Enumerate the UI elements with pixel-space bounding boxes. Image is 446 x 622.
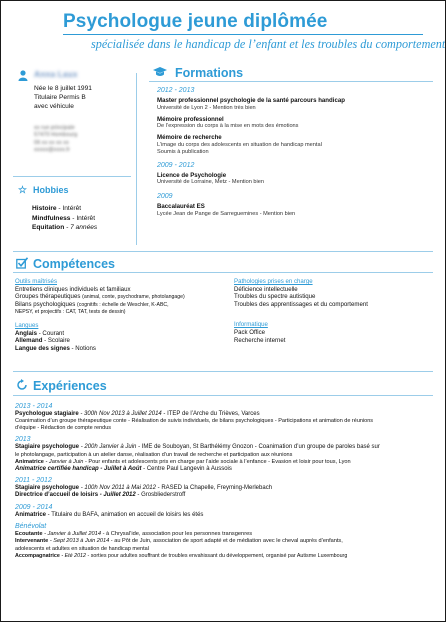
formation-detail: De l’expression du corps à la mise en mots des émotions — [157, 123, 299, 130]
formation-detail: Université de Lyon 2 - Mention très bien — [157, 104, 256, 111]
experience-desc: le photolangage, participation à un atelier danse, réalisation d’un travail de recherche et participation aux réunions — [15, 451, 293, 458]
page-subtitle: spécialisée dans le handicap de l’enfant et les troubles du comportement — [91, 37, 446, 51]
refresh-icon — [16, 379, 28, 394]
profile-vehicle: avec véhicule — [34, 102, 74, 110]
period-label: 2009 - 2014 — [15, 503, 53, 511]
hobbies-heading: Hobbies — [33, 185, 69, 195]
formation-detail: L’image du corps des adolescents en situation de handicap mental — [157, 141, 322, 148]
profile-divider — [13, 176, 131, 177]
hobbies-list — [32, 204, 97, 233]
experience-item: Ecoutante - Janvier à Juillet 2014 - à Chrysal’ide, association pour les personnes transgenres — [15, 531, 253, 538]
skill-line: Troubles du spectre autistique — [234, 293, 316, 301]
experience-item: Animatrice certifiée handicap - Juillet à Août - Centre Paul Langevin à Aussois — [15, 465, 232, 472]
checkbox-icon — [16, 257, 28, 272]
skill-line: Déficience intellectuelle — [234, 285, 298, 293]
experiences-heading: Expériences — [33, 379, 107, 393]
formations-divider — [149, 81, 433, 82]
page-title: Psychologue jeune diplômée — [63, 11, 328, 32]
formation-detail: Lycée Jean de Pange de Sarreguemines - Mention bien — [157, 210, 296, 217]
skill-line: Groupes thérapeutiques (animal, conte, psychodrame, photolangage) — [15, 293, 185, 301]
competences-right — [234, 278, 439, 344]
experience-item: Animatrice - Janvier à Juin - Pour enfants et adolescents pris en charge par l’aide sociale à l’enfance - Evasion et loisir pour tous, Lyon — [15, 458, 351, 465]
profile-address1: xx rue principale — [34, 125, 75, 131]
formation-title: Licence de Psychologie — [157, 171, 227, 179]
skill-heading: Outils maîtrisés — [15, 278, 57, 285]
skill-line: Troubles des apprentissages et du comportement — [234, 300, 368, 308]
profile-birth: Née le 8 juillet 1991 — [34, 85, 92, 92]
skill-line: Pack Office — [234, 328, 266, 336]
formation-title: Mémoire de recherche — [157, 134, 222, 142]
list-item: Histoire - Intérêt — [32, 205, 82, 212]
skill-note: NEPSY, et projectifs : CAT, TAT, tests de dessin) — [15, 309, 126, 316]
experience-item: Stagiaire psychologue - 100h Nov 2011 à Mai 2012 - RASED la Chapelle, Freyming-Merlebach — [15, 485, 273, 492]
experience-item: Stagiaire psychologue - 200h Janvier à Juin - IME de Souboyan, St Barthélémy Gnozon - Coanimation d’un groupe de paroles basé sur — [15, 444, 380, 451]
formation-detail: Soumis à publication — [157, 148, 209, 155]
period-label: 2009 - 2012 — [157, 161, 195, 169]
language-item: Langue des signes - Notions — [15, 344, 96, 352]
period-label: Bénévolat — [15, 523, 47, 531]
skill-heading: Informatique — [234, 321, 268, 329]
column-divider — [136, 73, 137, 245]
star-icon: ☆ — [18, 185, 27, 196]
language-item: Allemand - Scolaire — [15, 337, 70, 345]
profile-name: Anna Laux — [34, 69, 78, 79]
period-label: 2012 - 2013 — [157, 87, 195, 94]
skill-heading: Langues — [15, 322, 39, 330]
experience-item: Accompagnatrice - Eté 2012 - sorties pour adultes souffrant de troubles envahissant du développement, organisé par Autisme Luxembourg — [15, 552, 348, 559]
experience-item: Directrice d’accueil de loisirs - Juillet 2012 - Grosbliederstroff — [15, 492, 186, 499]
formations-heading: Formations — [175, 66, 244, 80]
formation-title: Mémoire professionnel — [157, 115, 224, 123]
skill-heading: Pathologies prises en charge — [234, 278, 313, 285]
profile-info — [34, 85, 92, 111]
profile-license: Titulaire Permis B — [34, 93, 86, 101]
profile-email: xxxxx@xxxx.fr — [34, 147, 70, 154]
formation-title: Baccalauréat ES — [157, 203, 205, 211]
period-label: 2009 — [157, 193, 173, 201]
list-item: Equitation - 7 années — [32, 224, 98, 232]
formations-content — [157, 86, 437, 218]
formation-title: Master professionnel psychologie de la santé parcours handicap — [157, 97, 345, 104]
experiences-divider — [13, 395, 433, 396]
profile-phone: 06 xx xx xx xx — [34, 139, 69, 146]
experience-item: Intervenante - Sept 2013 à Juin 2014 - au Pôt de Juin, association de sport adapté et de médiation avec le cheval auprès d’enfants, — [15, 538, 343, 545]
experience-desc: adolescents et adultes en situation de handicap mental — [15, 545, 149, 552]
skill-line: Recherche internet — [234, 336, 286, 344]
competences-top-divider — [13, 251, 433, 252]
experience-desc: d’équipe - Rédaction de compte rendus — [15, 425, 112, 432]
profile-contact — [34, 125, 77, 155]
language-item: Anglais - Courant — [15, 329, 65, 337]
person-icon — [18, 70, 28, 84]
experience-item: Animatrice - Titulaire du BAFA, animation en accueil de loisirs les étés — [15, 511, 204, 518]
skill-line: Entretiens cliniques individuels et familiaux — [15, 285, 131, 293]
list-item: Mindfulness - Intérêt — [32, 214, 96, 222]
period-label: 2013 — [15, 436, 31, 444]
experiences-top-divider — [13, 371, 433, 372]
period-label: 2011 - 2012 — [15, 477, 52, 485]
formation-detail: Université de Lorraine, Metz - Mention bien — [157, 179, 264, 186]
experience-desc: Coanimation d’un groupe thérapeutique conte - Réalisation de suivis individuels, de bilans psychologiques - Participations et animation de réunions — [15, 418, 374, 425]
period-label: 2013 - 2014 — [15, 403, 53, 410]
header-divider — [63, 34, 423, 35]
competences-heading: Compétences — [33, 257, 115, 271]
competences-left — [15, 278, 225, 353]
graduation-cap-icon — [153, 67, 167, 80]
experience-item: Psychologue stagiaire - 300h Nov 2013 à Juillet 2014 - ITEP de l’Arche du Trièves, Varces — [15, 411, 260, 417]
profile-address2: 57470 Hombourg — [34, 132, 78, 139]
competences-divider — [13, 272, 433, 273]
experiences-content — [15, 402, 437, 560]
skill-line: Bilans psychologiques (cognitifs : échelle de Weschler, K-ABC, — [15, 301, 169, 309]
